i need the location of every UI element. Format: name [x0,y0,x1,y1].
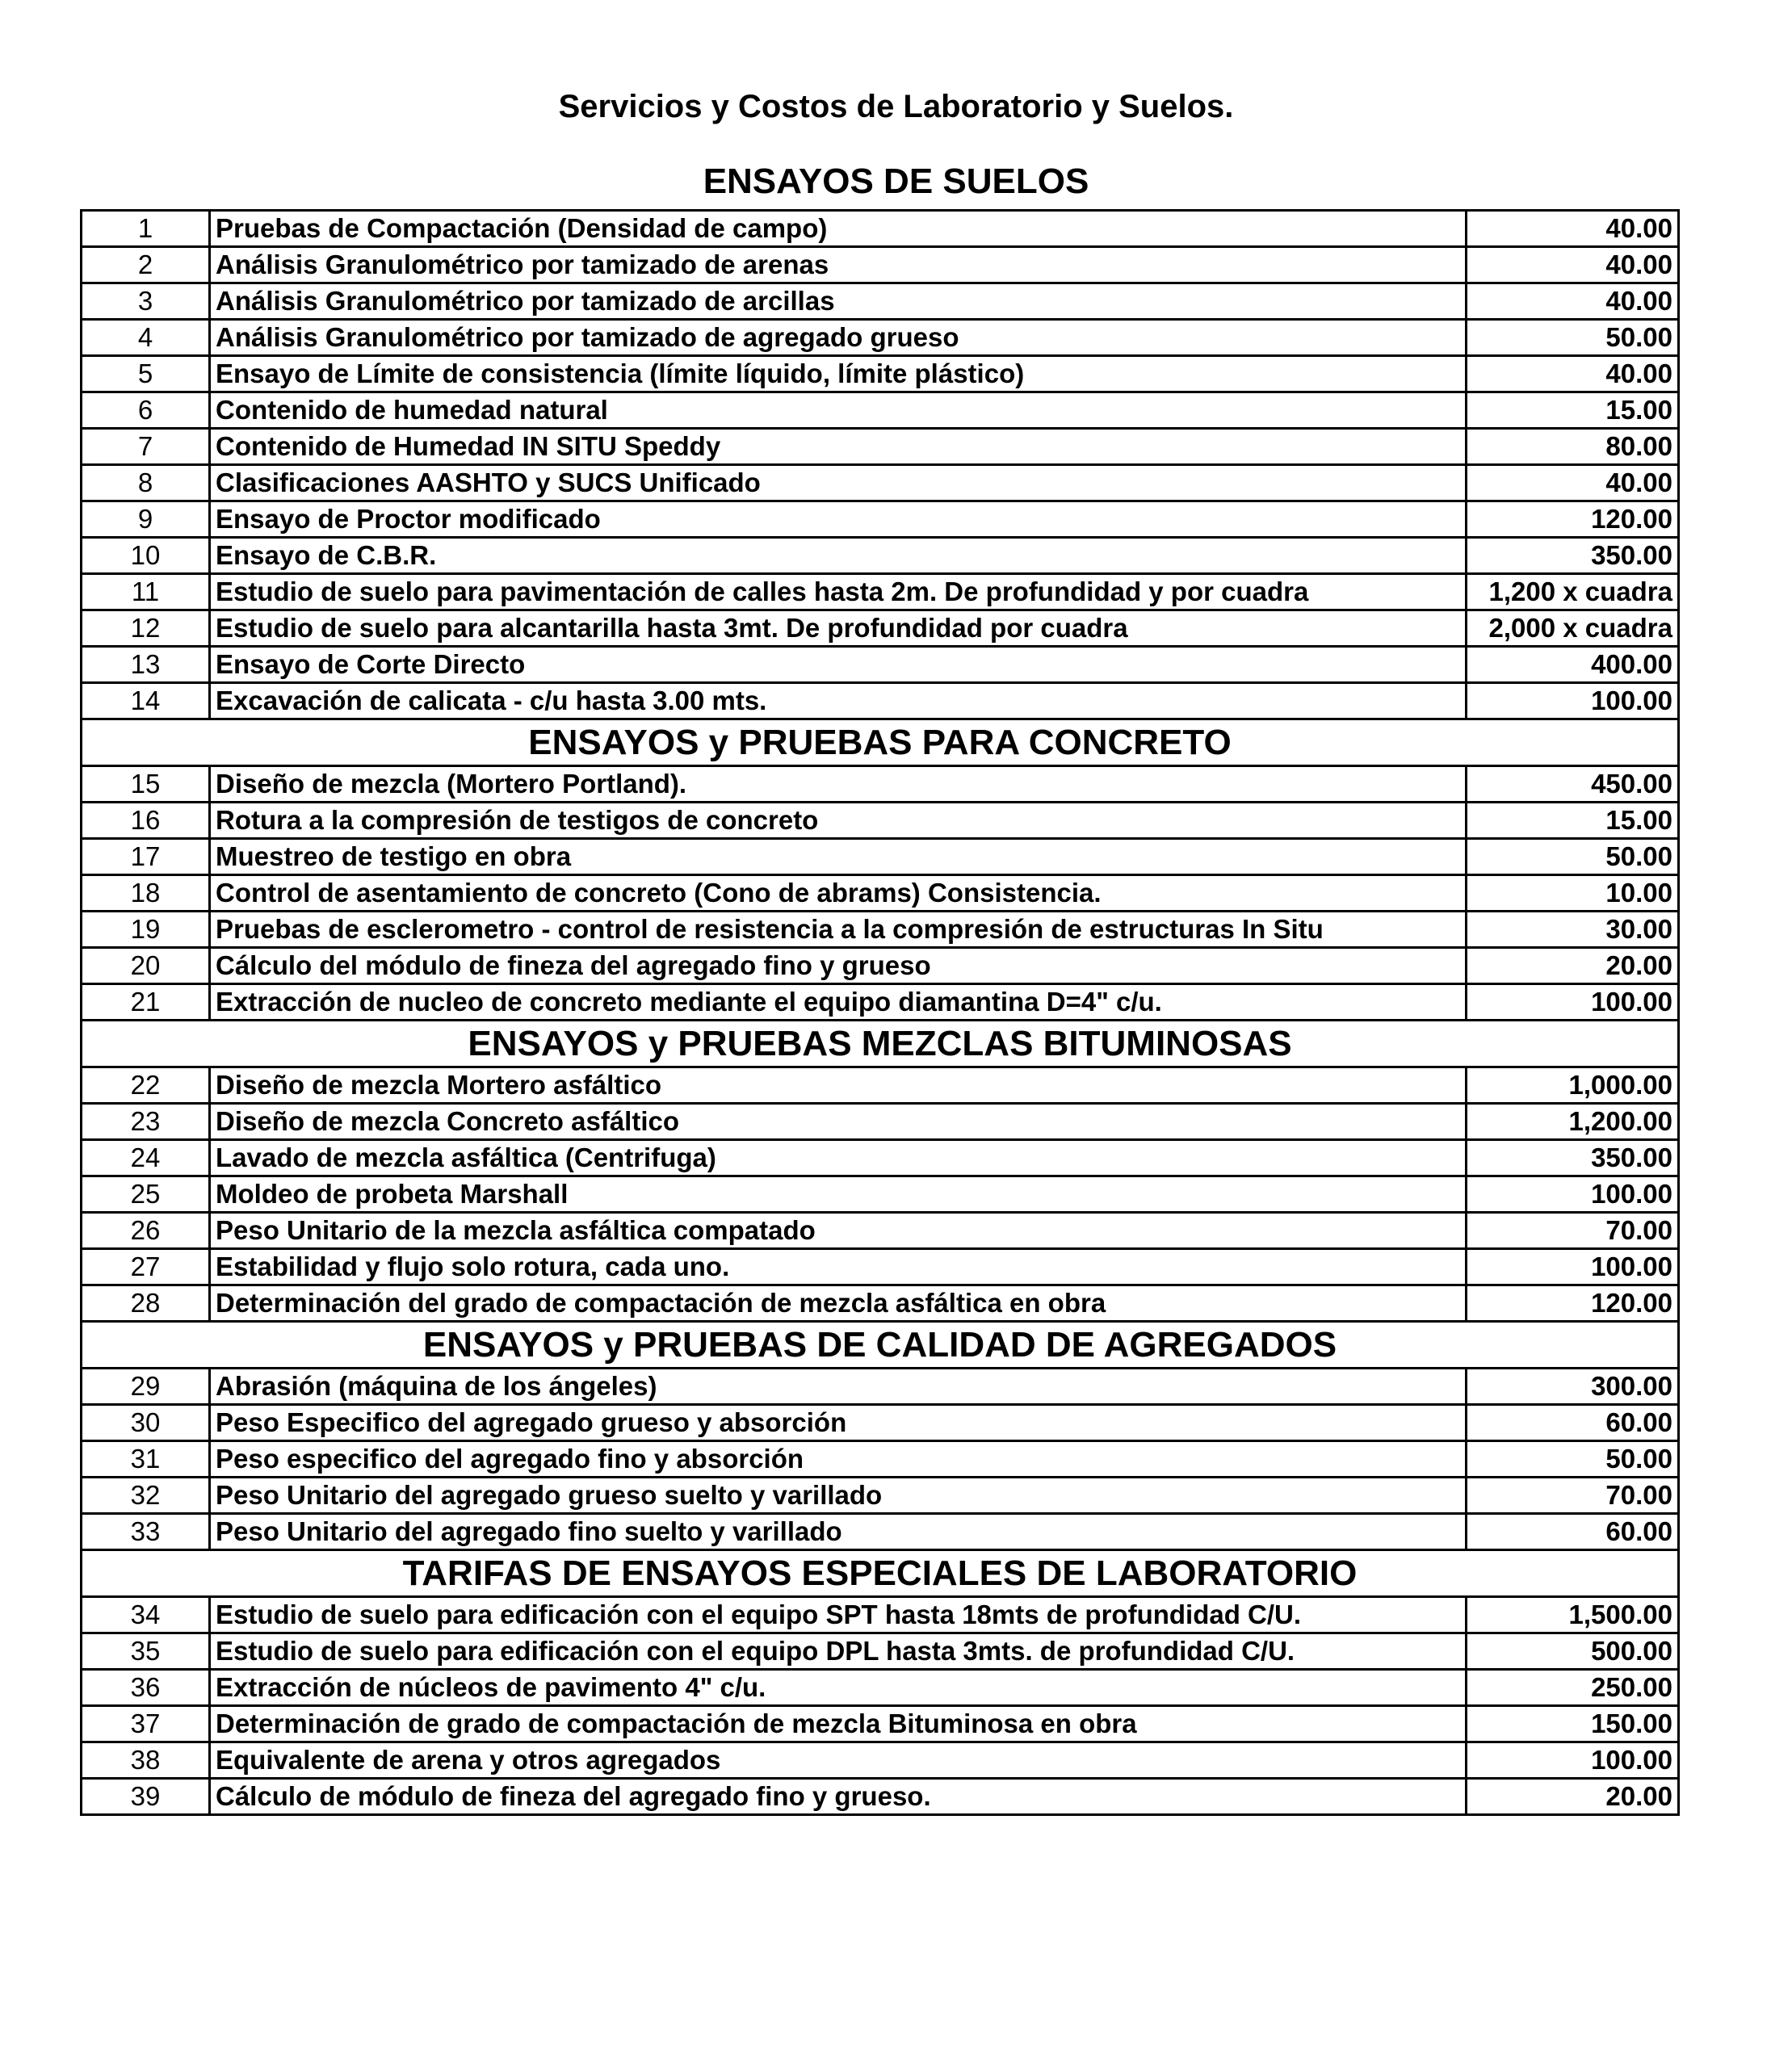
service-price: 15.00 [1467,392,1679,429]
table-row [82,1514,1679,1550]
service-description: Cálculo del módulo de fineza del agregado fino y grueso [210,948,1467,984]
row-number: 35 [82,1633,210,1670]
service-description: Pruebas de esclerometro - control de resistencia a la compresión de estructuras In Situ [210,912,1467,948]
table-row [82,283,1679,320]
table-row [82,1176,1679,1213]
service-description: Pruebas de Compactación (Densidad de campo) [210,211,1467,247]
section-heading: TARIFAS DE ENSAYOS ESPECIALES DE LABORATORIO [82,1550,1679,1597]
row-number: 5 [82,356,210,392]
section-heading: ENSAYOS y PRUEBAS MEZCLAS BITUMINOSAS [82,1021,1679,1067]
row-number: 28 [82,1285,210,1322]
service-price: 60.00 [1467,1514,1679,1550]
service-price: 70.00 [1467,1478,1679,1514]
row-number: 23 [82,1104,210,1140]
price-table [80,209,1680,1816]
service-description: Equivalente de arena y otros agregados [210,1742,1467,1779]
row-number: 15 [82,766,210,803]
table-row [82,1213,1679,1249]
service-price: 350.00 [1467,538,1679,574]
page-title: Servicios y Costos de Laboratorio y Suelos. [558,89,1234,124]
table-row [82,839,1679,875]
service-price: 300.00 [1467,1369,1679,1405]
row-number: 39 [82,1779,210,1815]
row-number: 12 [82,610,210,647]
service-price: 100.00 [1467,1742,1679,1779]
service-price: 50.00 [1467,1441,1679,1478]
service-price: 20.00 [1467,1779,1679,1815]
row-number: 18 [82,875,210,912]
table-row [82,1670,1679,1706]
service-description: Peso Especifico del agregado grueso y absorción [210,1405,1467,1441]
service-description: Diseño de mezcla (Mortero Portland). [210,766,1467,803]
service-description: Extracción de nucleo de concreto mediante el equipo diamantina D=4" c/u. [210,984,1467,1021]
service-description: Estudio de suelo para pavimentación de calles hasta 2m. De profundidad y por cuadra [210,574,1467,610]
row-number: 24 [82,1140,210,1176]
service-description: Estudio de suelo para alcantarilla hasta 3mt. De profundidad por cuadra [210,610,1467,647]
table-row [82,465,1679,501]
service-description: Ensayo de Límite de consistencia (límite líquido, límite plástico) [210,356,1467,392]
row-number: 16 [82,803,210,839]
service-description: Determinación del grado de compactación de mezcla asfáltica en obra [210,1285,1467,1322]
service-price: 100.00 [1467,984,1679,1021]
row-number: 10 [82,538,210,574]
service-price: 30.00 [1467,912,1679,948]
service-description: Diseño de mezcla Concreto asfáltico [210,1104,1467,1140]
table-row [82,683,1679,719]
service-price: 100.00 [1467,683,1679,719]
service-description: Estudio de suelo para edificación con el equipo SPT hasta 18mts de profundidad C/U. [210,1597,1467,1633]
row-number: 33 [82,1514,210,1550]
price-table-body [82,211,1679,1815]
service-description: Análisis Granulométrico por tamizado de agregado grueso [210,320,1467,356]
service-description: Estudio de suelo para edificación con el equipo DPL hasta 3mts. de profundidad C/U. [210,1633,1467,1670]
table-row [82,1478,1679,1514]
row-number: 29 [82,1369,210,1405]
service-price: 250.00 [1467,1670,1679,1706]
table-row [82,1067,1679,1104]
row-number: 14 [82,683,210,719]
table-row [82,574,1679,610]
table-row [82,392,1679,429]
row-number: 6 [82,392,210,429]
service-price: 450.00 [1467,766,1679,803]
service-description: Rotura a la compresión de testigos de concreto [210,803,1467,839]
service-price: 2,000 x cuadra [1467,610,1679,647]
service-price: 400.00 [1467,647,1679,683]
service-description: Contenido de Humedad IN SITU Speddy [210,429,1467,465]
table-row [82,766,1679,803]
service-description: Ensayo de C.B.R. [210,538,1467,574]
section-heading-row [82,1550,1679,1597]
row-number: 11 [82,574,210,610]
table-row [82,1369,1679,1405]
row-number: 17 [82,839,210,875]
table-row [82,211,1679,247]
table-row [82,320,1679,356]
service-description: Ensayo de Proctor modificado [210,501,1467,538]
section-heading-row [82,1021,1679,1067]
row-number: 13 [82,647,210,683]
row-number: 20 [82,948,210,984]
service-description: Peso Unitario del agregado grueso suelto y varillado [210,1478,1467,1514]
table-row [82,356,1679,392]
section-heading-row [82,719,1679,766]
table-row [82,1104,1679,1140]
service-description: Muestreo de testigo en obra [210,839,1467,875]
row-number: 32 [82,1478,210,1514]
row-number: 7 [82,429,210,465]
section-heading-row [82,1322,1679,1369]
service-description: Clasificaciones AASHTO y SUCS Unificado [210,465,1467,501]
table-row [82,1742,1679,1779]
service-price: 15.00 [1467,803,1679,839]
row-number: 19 [82,912,210,948]
table-row [82,1441,1679,1478]
row-number: 31 [82,1441,210,1478]
row-number: 2 [82,247,210,283]
service-price: 500.00 [1467,1633,1679,1670]
row-number: 27 [82,1249,210,1285]
service-description: Control de asentamiento de concreto (Cono de abrams) Consistencia. [210,875,1467,912]
table-row [82,429,1679,465]
row-number: 34 [82,1597,210,1633]
row-number: 26 [82,1213,210,1249]
service-description: Peso Unitario de la mezcla asfáltica compatado [210,1213,1467,1249]
row-number: 37 [82,1706,210,1742]
service-price: 10.00 [1467,875,1679,912]
row-number: 3 [82,283,210,320]
service-description: Determinación de grado de compactación de mezcla Bituminosa en obra [210,1706,1467,1742]
table-row [82,803,1679,839]
service-description: Cálculo de módulo de fineza del agregado fino y grueso. [210,1779,1467,1815]
service-price: 40.00 [1467,465,1679,501]
service-description: Lavado de mezcla asfáltica (Centrifuga) [210,1140,1467,1176]
table-row [82,501,1679,538]
service-description: Diseño de mezcla Mortero asfáltico [210,1067,1467,1104]
row-number: 1 [82,211,210,247]
service-price: 50.00 [1467,320,1679,356]
table-row [82,1140,1679,1176]
table-row [82,912,1679,948]
table-row [82,875,1679,912]
service-description: Extracción de núcleos de pavimento 4" c/u. [210,1670,1467,1706]
row-number: 38 [82,1742,210,1779]
section-heading-suelos: ENSAYOS DE SUELOS [703,161,1089,201]
row-number: 25 [82,1176,210,1213]
table-row [82,538,1679,574]
service-price: 40.00 [1467,247,1679,283]
service-price: 350.00 [1467,1140,1679,1176]
table-row [82,610,1679,647]
table-row [82,247,1679,283]
service-price: 20.00 [1467,948,1679,984]
table-row [82,647,1679,683]
service-price: 100.00 [1467,1249,1679,1285]
table-row [82,984,1679,1021]
service-description: Estabilidad y flujo solo rotura, cada uno. [210,1249,1467,1285]
service-description: Peso Unitario del agregado fino suelto y varillado [210,1514,1467,1550]
service-price: 1,200 x cuadra [1467,574,1679,610]
table-row [82,948,1679,984]
service-description: Abrasión (máquina de los ángeles) [210,1369,1467,1405]
service-price: 40.00 [1467,211,1679,247]
section-heading: ENSAYOS y PRUEBAS PARA CONCRETO [82,719,1679,766]
service-description: Ensayo de Corte Directo [210,647,1467,683]
service-price: 150.00 [1467,1706,1679,1742]
table-row [82,1633,1679,1670]
table-row [82,1405,1679,1441]
service-price: 60.00 [1467,1405,1679,1441]
service-description: Peso especifico del agregado fino y absorción [210,1441,1467,1478]
service-description: Contenido de humedad natural [210,392,1467,429]
row-number: 36 [82,1670,210,1706]
row-number: 8 [82,465,210,501]
row-number: 22 [82,1067,210,1104]
service-price: 50.00 [1467,839,1679,875]
service-price: 100.00 [1467,1176,1679,1213]
service-price: 120.00 [1467,501,1679,538]
table-row [82,1779,1679,1815]
service-price: 40.00 [1467,283,1679,320]
row-number: 9 [82,501,210,538]
table-row [82,1706,1679,1742]
table-row [82,1249,1679,1285]
service-price: 40.00 [1467,356,1679,392]
table-row [82,1285,1679,1322]
service-price: 1,200.00 [1467,1104,1679,1140]
service-description: Análisis Granulométrico por tamizado de arenas [210,247,1467,283]
service-description: Moldeo de probeta Marshall [210,1176,1467,1213]
service-price: 120.00 [1467,1285,1679,1322]
row-number: 4 [82,320,210,356]
row-number: 21 [82,984,210,1021]
service-price: 80.00 [1467,429,1679,465]
service-price: 1,000.00 [1467,1067,1679,1104]
row-number: 30 [82,1405,210,1441]
service-price: 70.00 [1467,1213,1679,1249]
service-price: 1,500.00 [1467,1597,1679,1633]
service-description: Excavación de calicata - c/u hasta 3.00 mts. [210,683,1467,719]
service-description: Análisis Granulométrico por tamizado de arcillas [210,283,1467,320]
section-heading: ENSAYOS y PRUEBAS DE CALIDAD DE AGREGADOS [82,1322,1679,1369]
table-row [82,1597,1679,1633]
